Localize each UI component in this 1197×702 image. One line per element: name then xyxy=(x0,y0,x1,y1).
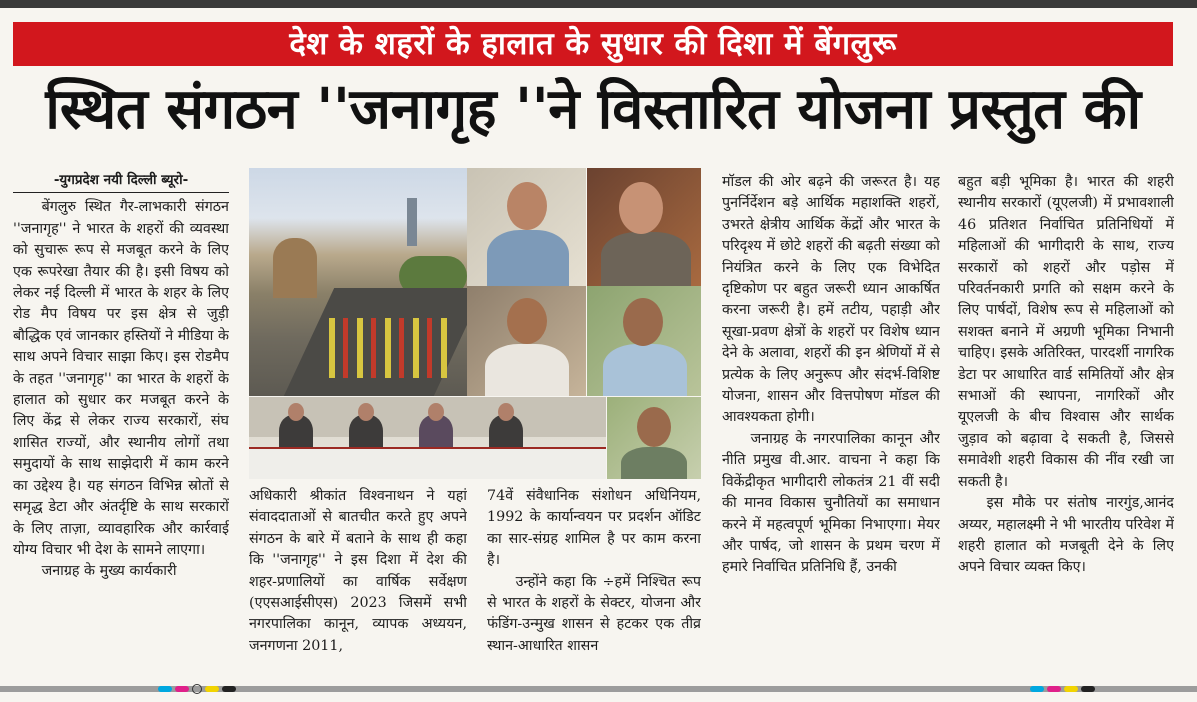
article-column-2 xyxy=(249,486,467,684)
portrait-photo xyxy=(467,168,586,286)
article-column-4 xyxy=(722,172,940,684)
registration-marks xyxy=(1030,684,1095,694)
paragraph: इस मौके पर संतोष नारगुंड,आनंद अय्यर, महालक्ष्मी ने भी भारतीय परिवेश में शहरी हालात को मजबूती देने के लिए अपने विचार व्यक्त किए। xyxy=(958,495,1174,576)
article-column-1 xyxy=(13,170,229,684)
paragraph: जनाग्रह के नगरपालिका कानून और नीति प्रमुख वी.आर. वाचना ने कहा कि विकेंद्रीकृत भागीदारी लोकतंत्र 21 वीं सदी की मानव विकास चुनौतियों का समाधान करने में महत्वपूर्ण भूमिका निभाएगा। मेयर और पार्षद, जो शासन के प्रथम चरण में हमारे निर्वाचित प्रतिनिधि हैं, उनकी xyxy=(722,430,940,576)
portrait-photo xyxy=(587,168,701,286)
registration-target-icon xyxy=(192,684,202,694)
article-column-5 xyxy=(958,172,1174,684)
press-conference-photo xyxy=(249,397,606,479)
paragraph: मॉडल की ओर बढ़ने की जरूरत है। यह पुनर्निर्देशन बड़े आर्थिक महाशक्ति शहरों, उभरते क्षेत्रीय आर्थिक केंद्रों और भारत के परिदृश्य में छोटे शहरों की बढ़ती संख्या को नियंत्रित करने के लिए एक विभेदित दृष्टिकोण पर बहुत जरूरी ध्यान आकर्षित करना जरूरी है। हमें तटीय, पहाड़ी और सूखा-प्रवण क्षेत्रों के शहरों पर विशेष ध्यान देने के अलावा, शहरों की इन श्रेणियों में से प्रत्येक के लिए अनुरूप और संदर्भ-विशिष्ट योजना, शासन और वित्तपोषण मॉडल की आवश्यकता होगी। xyxy=(722,174,940,426)
paragraph: जनाग्रह के मुख्य कार्यकारी xyxy=(41,563,177,580)
paragraph: 74वें संवैधानिक संशोधन अधिनियम, 1992 के कार्यान्वयन पर प्रदर्शन ऑडिट का सार-संग्रह शामिल है पर काम करना है। xyxy=(487,488,701,569)
city-photo xyxy=(249,168,467,396)
byline: -युगप्रदेश नयी दिल्ली ब्यूरो- xyxy=(13,170,229,193)
paragraph: उन्होंने कहा कि ÷हमें निश्चित रूप से भारत के शहरों के सेक्टर, योजना और फंडिंग-उन्मुख शासन से हटकर एक तीव्र स्थान-आधारित शासन xyxy=(487,573,701,654)
portrait-photo xyxy=(587,286,701,396)
paragraph: अधिकारी श्रीकांत विश्वनाथन ने यहां संवाददाताओं से बातचीत करते हुए अपने संगठन के बारे में बताने के साथ ही कहा कि ''जनागृह'' ने इस दिशा में देश की शहर-प्रणालियों का वार्षिक सर्वेक्षण (एएसआईसीएस) 2023 जिसमें सभी नगरपालिका कानून, व्यापक अध्ययन, जनगणना 2011, xyxy=(249,488,467,654)
portrait-photo xyxy=(467,286,586,396)
portrait-photo xyxy=(607,397,701,479)
registration-marks xyxy=(158,684,236,694)
article-column-3 xyxy=(487,486,701,684)
top-border xyxy=(0,0,1197,8)
main-headline: स्थित संगठन ''जनागृह ''ने विस्तारित योजना प्रस्तुत की xyxy=(45,77,1141,142)
paragraph: बहुत बड़ी भूमिका है। भारत की शहरी स्थानीय सरकारों (यूएलजी) में प्रभावशाली 46 प्रतिशत निर्वाचित प्रतिनिधियों में महिलाओं की भागीदारी के साथ, राज्य सरकारों को शहरों और पड़ोस में परिवर्तनकारी प्रगति को सक्षम करने के लिए पार्षदों, विशेष रूप से महिलाओं को सशक्त बनाने में अग्रणी भूमिका निभानी चाहिए। इसके अतिरिक्त, पारदर्शी नागरिक डेटा पर आधारित वार्ड समितियों और क्षेत्र सभाओं की स्थापना, नागरिकों और यूएलजी के बीच विश्वास और सार्थक जुड़ाव को बढ़ावा दे सकती है, जिससे समावेशी शहरी विकास की नींव रखी जा सकती है। xyxy=(958,174,1174,490)
headline-banner: देश के शहरों के हालात के सुधार की दिशा में बेंगलुरू xyxy=(13,22,1173,66)
paragraph: बेंगलुरु स्थित गैर-लाभकारी संगठन ''जनागृह'' ने भारत के शहरों की व्यवस्था को सुचारू रूप से मजबूत करने के लिए एक रूपरेखा तैयार की है। इसी विषय को लेकर नई दिल्ली में भारत के शहर के लिए रोड मैप विषय पर इस क्षेत्र से जुड़ी बौद्धिक एवं जानकार हस्तियों ने मीडिया के साथ अपने विचार साझा किए। इस रोडमैप के तहत ''जनागृह'' का भारत के शहरों के हालात को सुधार कर मजबूत करने के लिए केंद्र से लेकर राज्य सरकारों, संघ शासित राज्यों, और स्थानीय लोगों तथा समुदायों के साथ साझेदारी में काम करने का उद्देश्य है। यह संगठन विभिन्न स्रोतों से समृद्ध डेटा और अंतर्दृष्टि के साथ सरकारों के लिए ताज़ा, व्यावहारिक और कार्रवाई योग्य विचार भी देश के सामने लाएगा। xyxy=(13,199,229,558)
